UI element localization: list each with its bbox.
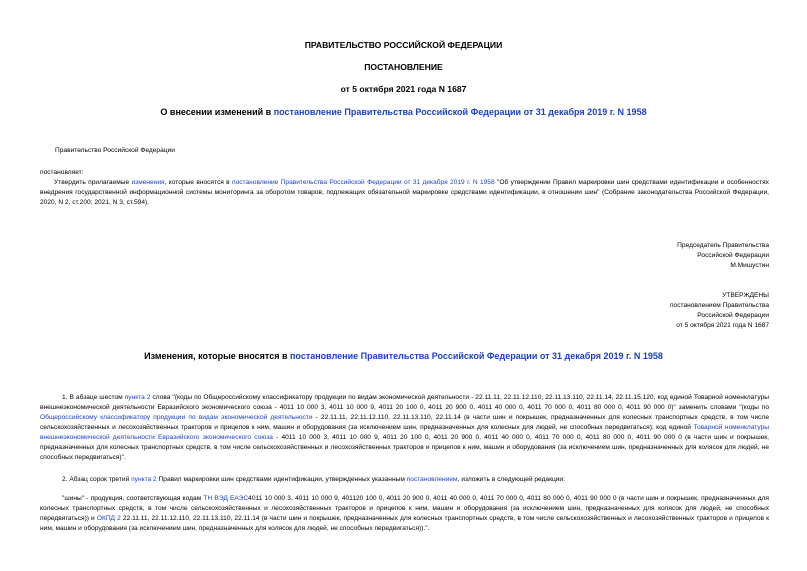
item-text: 1. В абзаце шестом [62,394,125,401]
item-text: - 4011 10 000 3, 4011 10 000 9, 4011 20 100 0, 4011 20 900 0, 4011 40 000 0, 4011 70 000 0, 4011 80 000 0, 4011 90 000 0 (в части шин и покрышек, предназначенных для колесных транспортных средств, в том числе сельскохозяйственных и лесохозяйственных тракторов и прицепов к ним, машин и оборудования (за исключением шин, предназначенных для колясок для людей, не способных передвигаться)". [40,434,770,461]
approval-title: УТВЕРЖДЕНЫ [722,292,769,299]
approval-line: Российской Федерации [697,312,769,319]
item-text: 4011 10 000 3, 4011 10 000 9, 401120 100 0, 4011 20 900 0, 4011 40 000 0, 4011 70 000 0, 4011 80 000 0, 4011 90 000 0 (в части шин и покрышек, предназначенных для колесных транспортных средств, в том числе сельскохозяйственных и лесохозяйственных тракторов и прицепов к ним, машин и оборудования (за исключением шин, предназначенных для колясок для людей, не способных передвигаться)) и [40,495,769,522]
paragraph-text: Утвердить прилагаемые [54,179,132,186]
changes-decree-link[interactable]: постановление Правительства Российской Федерации от 31 декабря 2019 г. N 1958 [290,351,663,361]
item-3-quote [40,494,769,534]
resolution-paragraph [40,178,769,208]
government-name: Правительство Российской Федерации [55,147,175,154]
signature-name: М.Мишустин [730,262,769,269]
signature-block [677,241,769,271]
item-text: Правил маркировки шин средствами идентификации, утвержденных указанным [156,476,407,483]
item-1 [40,393,769,463]
item-2 [40,475,769,485]
okved-classifier-link[interactable]: Общероссийскому классификатору продукции по видам экономической деятельности [40,414,313,421]
approval-line: постановлением Правительства [669,302,769,309]
item-text: - 22.11.11, 22.11.12.110, 22.11.13.110, 22.11.14 (в части шин и покрышек, предназначенных для колесных транспортных средств, в том числе сельскохозяйственных и лесохозяйственных тракторов и прицепов к ним, машин и оборудования (за исключением шин, предназначенных для колесных для людей, не способных передвигаться); код единой [40,414,769,431]
item-text: "шины" - продукция, соответствующая кодам [62,495,204,502]
paragraph-text: , которые вносятся в [164,179,233,186]
document-title [0,107,807,117]
decree-1958-link[interactable]: постановление Правительства Российской Федерации от 31 декабря 2019 г. N 1958 [232,179,495,186]
tn-ved-link[interactable]: Товарной номенклатуры внешнеэкономической деятельности Евразийского экономического союза [40,424,770,441]
item-text: слова "(коды по Общероссийскому классификатору продукции по видам экономической деятельности - 22.11.11, 22.11.12.110, 22.11.13.110, 22.11.14, 22.11.15.120, код единой Товарной номенклатуры внешнеэкономической деятельности Евразийского экономического союза - 4011 10 000 3, 4011 10 000 9, 4011 20 100 0, 4011 20 900 0, 4011 40 000 0, 4011 70 000 0, 4011 80 000 0, 4011 90 000 0)" заменить словами "(коды по [40,394,769,411]
tn-ved-eaes-link[interactable]: ТН ВЭД ЕАЭС [203,495,249,502]
document-type: ПОСТАНОВЛЕНИЕ [364,62,443,72]
document-date-number: от 5 октября 2021 года N 1687 [340,84,467,94]
paragraph-text: "Об утверждении Правил маркировки шин средствами идентификации и особенностях внедрения государственной информационной системы мониторинга за оборотом товаров, подлежащих обязательной маркировке средствами идентификации, в отношении шин" (Собрание законодательства Российской Федерации, 2020, N 2, ст.200; 2021, N 3, ст.594). [40,179,769,206]
approval-block [670,291,769,331]
signature-country: Российской Федерации [697,252,769,259]
approval-date: от 5 октября 2021 года N 1687 [676,322,769,329]
postanovlenie-link[interactable]: постановлением [406,476,458,483]
title-decree-link[interactable]: постановление Правительства Российской Федерации от 31 декабря 2019 г. N 1958 [273,107,647,117]
item2-punkt-2-link[interactable]: пункта 2 [131,476,157,483]
government-header: ПРАВИТЕЛЬСТВО РОССИЙСКОЙ ФЕДЕРАЦИИ [304,40,503,50]
changes-link[interactable]: изменения [131,179,165,186]
item-text: , изложить в следующей редакции: [457,476,565,483]
okpd2-link[interactable]: ОКПД 2 [96,515,121,522]
changes-title [0,351,807,361]
item1-pункт-2-link[interactable]: пункта 2 [124,394,151,401]
changes-title-prefix: Изменения, которые вносятся в [144,351,290,361]
document-title-prefix: О внесении изменений в [160,107,274,117]
signature-position: Председатель Правительства [677,242,769,249]
item-text: 2. Абзац сорок третий [62,476,132,483]
item-text: 22.11.11, 22.11.12.110, 22.11.13.110, 22.11.14 (в части шин и покрышек, предназначенных для колесных транспортных средств, в том числе сельскохозяйственных и лесохозяйственных тракторов и прицепов к ним, машин и оборудования (за исключением шин, предназначенных для колясок для людей, не способных передвигаться)).". [40,515,769,532]
postanovlyaet-text: постановляет: [40,169,84,176]
